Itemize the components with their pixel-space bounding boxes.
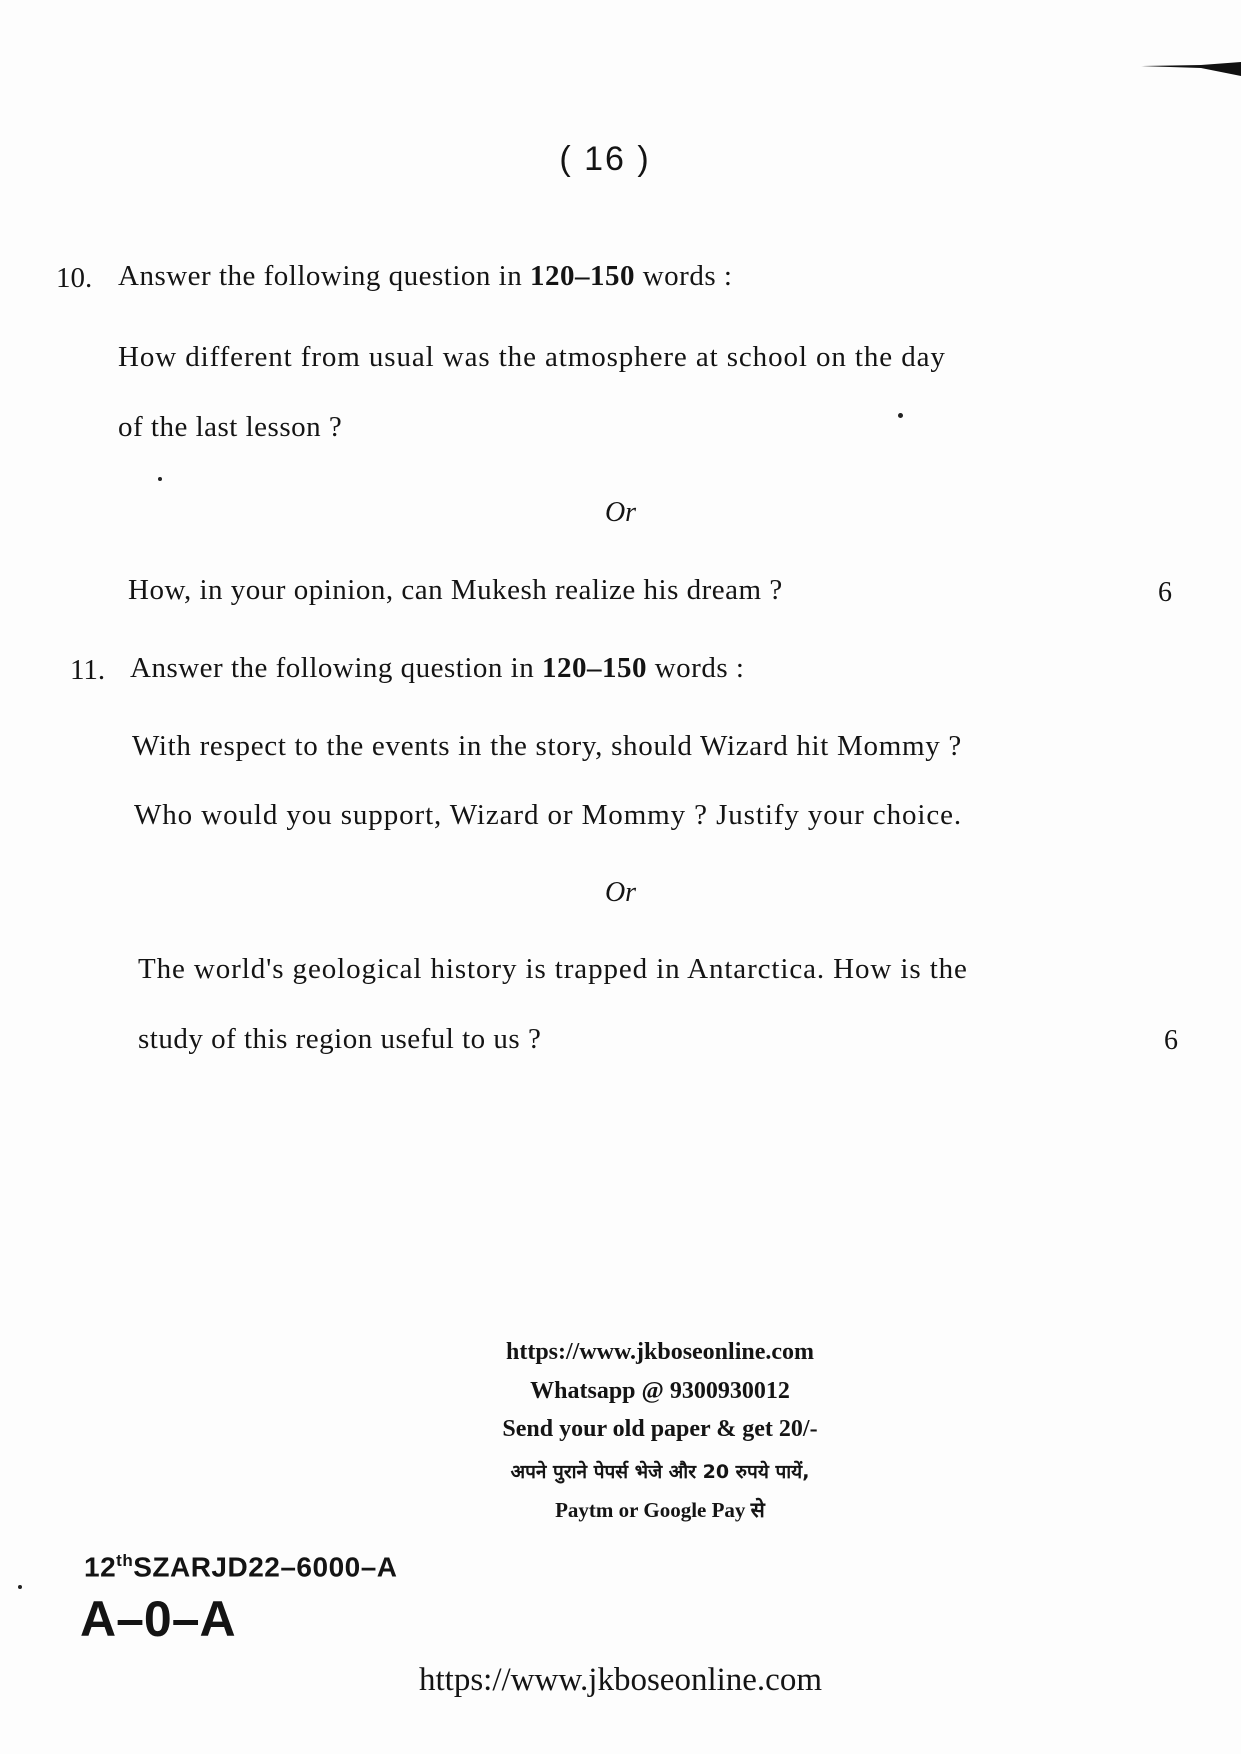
question-line: of the last lesson ? [118, 411, 343, 443]
promo-offer: Send your old paper & get 20/- [502, 1416, 818, 1442]
or-separator: Or [604, 497, 637, 528]
question-line: Who would you support, Wizard or Mommy ? Justify your choice. [134, 799, 963, 831]
stray-dot [18, 1585, 22, 1589]
promo-url: https://www.jkboseonline.com [505, 1339, 815, 1365]
scan-edge-mark [1141, 62, 1241, 76]
stray-dot [898, 413, 903, 418]
question-line: How different from usual was the atmosphere at school on the day [118, 341, 946, 373]
marks: 6 [1158, 577, 1172, 608]
question-instruction: Answer the following question in 120–150 words : [130, 652, 745, 684]
promo-whatsapp: Whatsapp @ 9300930012 [530, 1378, 790, 1404]
footer-url: https://www.jkboseonline.com [419, 1662, 822, 1698]
stray-dot [158, 477, 162, 481]
or-separator: Or [604, 877, 637, 908]
alternative-question-line: The world's geological history is trapped in Antarctica. How is the [138, 953, 968, 985]
page-number: ( 16 ) [559, 140, 651, 178]
alternative-question-line: How, in your opinion, can Mukesh realize his dream ? [128, 574, 783, 606]
marks: 6 [1164, 1025, 1178, 1056]
question-number: 11. [70, 654, 106, 686]
paper-code: 12thSZARJD22–6000–A [84, 1551, 398, 1583]
question-instruction: Answer the following question in 120–150 words : [118, 260, 733, 292]
question-line: With respect to the events in the story, should Wizard hit Mommy ? [132, 730, 962, 762]
alternative-question-line: study of this region useful to us ? [138, 1023, 542, 1055]
promo-payment: Paytm or Google Pay से [555, 1498, 765, 1522]
question-number: 10. [56, 262, 93, 294]
set-code: A–0–A [80, 1591, 236, 1647]
promo-hindi-text: अपने पुराने पेपर्स भेजे और 20 रुपये पायें, [510, 1461, 810, 1483]
